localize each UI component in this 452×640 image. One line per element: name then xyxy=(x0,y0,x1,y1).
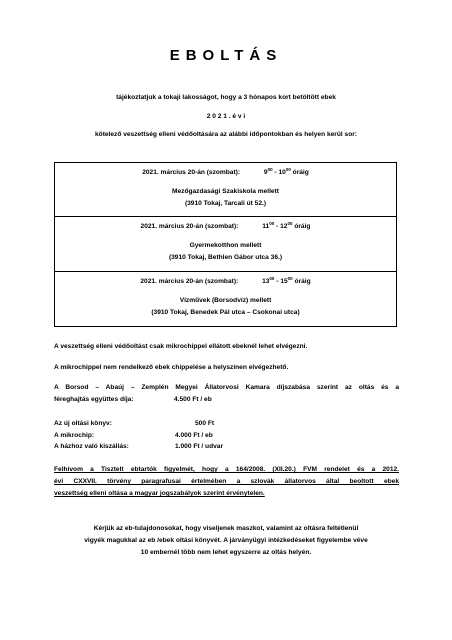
schedule-date: 2021. március 20-án (szombat): xyxy=(140,223,239,230)
closing-line-2: vigyék magukkal az eb /ebek oltási könyvét. A járványügyi intézkedéseket figyelembe véve xyxy=(84,537,368,544)
schedule-time: $9^{00} - 10^{00}$ óráig xyxy=(263,166,309,176)
obligation-line: kötelező veszettség elleni védőoltására az alábbi időpontokban és helyen kerül sor: xyxy=(95,131,357,138)
fee-value: 500 Ft xyxy=(195,420,215,427)
schedule-date: 2021. március 20-án (szombat): xyxy=(142,169,241,176)
schedule-time: $11^{00} - 12^{00}$ óráig xyxy=(262,220,311,230)
fee-value: 4.000 Ft / eb xyxy=(175,432,213,439)
schedule-time: $13^{00} - 15^{00}$ óráig xyxy=(262,275,311,285)
closing-line-1: Kérjük az eb-tulajdonosokat, hogy viseljenek maszkot, valamint az oltásra feltétlenül xyxy=(93,525,359,532)
fee-label: A mikrochip: xyxy=(54,432,95,439)
schedule-place: Gyermekotthon mellett xyxy=(189,242,262,249)
note-microchip-onsite: A mikrochippel nem rendelkező ebek chippelése a helyszínen elvégezhető. xyxy=(54,364,289,371)
fee-label: Az új oltási könyv: xyxy=(54,420,112,427)
schedule-place: Vízművek (Borsodvíz) mellett xyxy=(179,297,272,304)
chamber-fee-value: 4.500 Ft / eb xyxy=(174,396,212,403)
schedule-box-1 xyxy=(54,162,397,217)
note-chamber-fee: A Borsod – Abaúj – Zemplén Megyei Állatorvosi Kamara díjszabása szerint az oltás és a xyxy=(54,384,399,391)
chamber-fee-label: féreghajtás együttes díja: xyxy=(54,396,134,403)
legal-notice-line-2: évi CXXVII. törvény paragrafusai értelmében a szlovák állatorvos által beoltott ebek xyxy=(54,478,399,485)
schedule-box-2 xyxy=(54,216,397,272)
legal-notice-line-3: veszettség elleni oltása a magyar jogszabályok szerint érvénytelen. xyxy=(54,490,265,497)
schedule-box-3 xyxy=(54,271,397,327)
schedule-address: (3910 Tokaj, Bethlen Gábor utca 36.) xyxy=(168,254,283,261)
fee-label: A házhoz való kiszállás: xyxy=(54,443,129,450)
note-microchip-only: A veszettség elleni védőoltást csak mikrochippel ellátott ebeknél lehet elvégezni. xyxy=(54,343,308,350)
schedule-address: (3910 Tokaj, Benedek Pál utca – Csokonai utca) xyxy=(151,309,300,316)
year-line: 2 0 2 1 . é v i xyxy=(206,113,246,120)
legal-notice-line-1: Felhívom a Tisztelt ebtartók figyelmét, hogy a 164/2008. (XII.20.) FVM rendelet és a 2012. xyxy=(54,466,399,473)
intro-line: tájékoztatjuk a tokaji lakosságot, hogy a 3 hónapos kort betöltött ebek xyxy=(116,94,336,101)
fee-value: 1.000 Ft / udvar xyxy=(175,443,224,450)
schedule-address: (3910 Tokaj, Tarcali út 52.) xyxy=(184,200,267,207)
schedule-date: 2021. március 20-án (szombat): xyxy=(140,278,239,285)
closing-line-3: 10 embernél több nem lehet egyszerre az oltás helyén. xyxy=(140,549,312,556)
page-title: EBOLTÁS xyxy=(169,47,283,64)
schedule-place: Mezőgazdasági Szakiskola mellett xyxy=(171,188,279,195)
